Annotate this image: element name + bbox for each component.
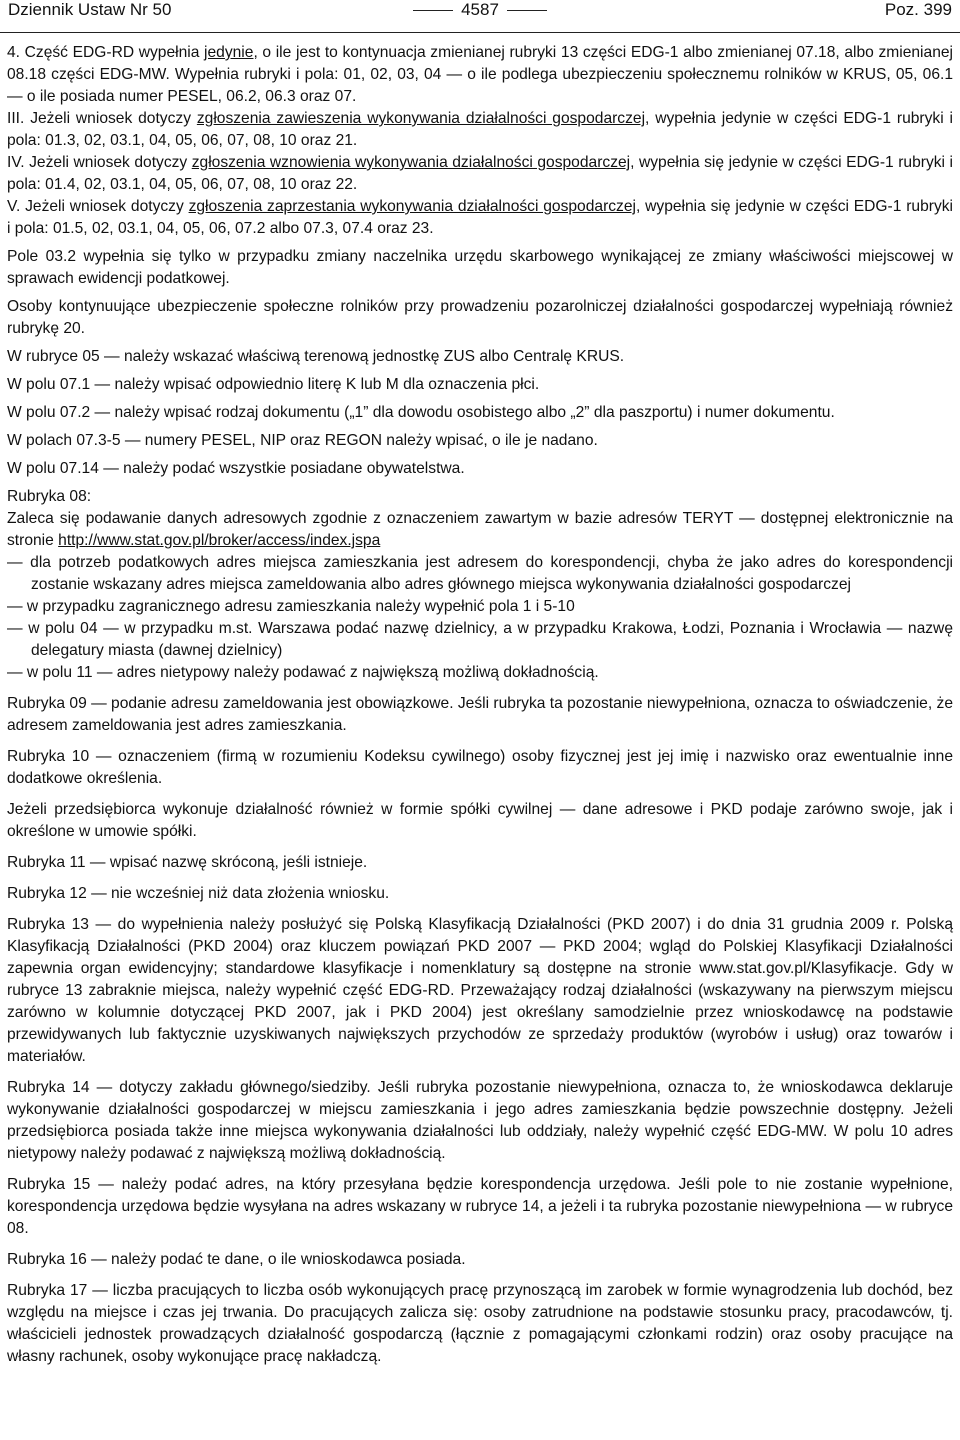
paragraph-krus: Osoby kontynuujące ubezpieczenie społeczne rolników przy prowadzeniu pozarolniczej działalności gospodarczej wypełniają również rubrykę 20. <box>7 298 953 337</box>
paragraph-part-4 <box>7 42 953 108</box>
paragraph-pole-07-1: W polu 07.1 — należy wpisać odpowiednio literę K lub M dla oznaczenia płci. <box>7 376 540 393</box>
page-number: 4587 <box>461 0 499 19</box>
dash-left <box>413 10 453 11</box>
underlined-text: zgłoszenia zawieszenia wykonywania działalności gospodarczej <box>196 110 646 127</box>
rubryka-09: Rubryka 09 — podanie adresu zameldowania jest obowiązkowe. Jeśli rubryka ta pozostanie niewypełniona, oznacza to oświadczenie, że adresem zameldowania jest adres zamieszkania. <box>7 695 953 734</box>
text: , wypełnia się jedynie w części EDG-1 rubryki i pola: 01.5, 02, 03.1, 04, 05, 06, 07.2 albo 07.3, 07.4 oraz 23. <box>7 198 953 237</box>
text: , wypełnia się jedynie w części EDG-1 rubryki i pola: 01.4, 02, 03.1, 04, 05, 06, 07, 08, 10 oraz 22. <box>7 154 953 193</box>
paragraph-pole-07-2: W polu 07.2 — należy wpisać rodzaj dokumentu („1” dla dowodu osobistego albo „2” dla paszportu) i numer dokumentu. <box>7 404 835 421</box>
text: 4. Część EDG-RD wypełnia <box>7 44 205 61</box>
text: , wypełnia jedynie w części EDG-1 rubryki i pola: 01.3, 02, 03.1, 04, 05, 06, 07, 08, 10 oraz 21. <box>7 110 954 149</box>
text: III. Jeżeli wniosek dotyczy <box>7 110 197 127</box>
rubryka-16: Rubryka 16 — należy podać te dane, o ile wnioskodawca posiada. <box>7 1251 466 1268</box>
paragraph-rubryka-05: W rubryce 05 — należy wskazać właściwą terenową jednostkę ZUS albo Centralę KRUS. <box>7 348 625 365</box>
document-body <box>7 42 953 1368</box>
rubryka-08-bullet-2: — w przypadku zagranicznego adresu zamieszkania należy wypełnić pola 1 i 5-10 <box>7 598 575 615</box>
dash-right <box>507 10 547 11</box>
paragraph-IV <box>7 152 953 196</box>
rubryka-08-bullet-1: — dla potrzeb podatkowych adres miejsca zamieszkania jest adresem do korespondencji, chyba że jako adres do korespondencji zostanie wskazany adres miejsca zameldowania albo adres głównego miejsca wykonywania działalności gospodarczej <box>7 554 953 593</box>
paragraph-pole-07-14: W polu 07.14 — należy podać wszystkie posiadane obywatelstwa. <box>7 460 465 477</box>
paragraph-pole-03-2: Pole 03.2 wypełnia się tylko w przypadku zmiany naczelnika urzędu skarbowego wynikającej ze zmiany właściwości miejscowej w sprawach ewidencji podatkowej. <box>7 248 953 287</box>
rubryka-15: Rubryka 15 — należy podać adres, na który przesyłana będzie korespondencja urzędowa. Jeśli pole to nie zostanie wypełnione, korespondencja urzędowa będzie wysyłana na adres wskazany w rubryce 14, a jeżeli i ta rubryka pozostanie niewypełniona — w rubryce 08. <box>7 1176 953 1237</box>
text: IV. Jeżeli wniosek dotyczy <box>7 154 192 171</box>
paragraph-V <box>7 196 953 240</box>
text: Zaleca się podawanie danych adresowych zgodnie z oznaczeniem zawartym w bazie adresów TERYT — dostępnej elektronicznie na stronie <box>7 510 953 549</box>
rubryka-14: Rubryka 14 — dotyczy zakładu głównego/siedziby. Jeśli rubryka pozostanie niewypełniona, oznacza to, że wnioskodawca deklaruje wykonywanie działalności gospodarczej w miejscu zamieszkania i jego adres zamieszkania będzie powszechnie dostępny. Jeżeli przedsiębiorca posiada także inne miejsca wykonywania działalności lub oddziały, należy wypełnić część EDG-MW. W polu 10 adres nietypowy należy podawać z największą możliwą dokładnością. <box>7 1079 953 1162</box>
rubryka-08-title: Rubryka 08: <box>7 488 92 505</box>
paragraph-pole-07-3-5: W polach 07.3-5 — numery PESEL, NIP oraz REGON należy wpisać, o ile je nadano. <box>7 432 598 449</box>
text: , o ile jest to kontynuacja zmienianej rubryki 13 części EDG-1 albo zmienianej 07.18, albo zmienianej 08.18 części EDG-MW. Wypełnia rubryki i pola: 01, 02, 03, 04 — o ile podlega ubezpieczeniu społecznemu rolników w KRUS, 05, 06.1 — o ile posiada numer PESEL, 06.2, 06.3 oraz 07. <box>7 44 954 105</box>
paragraph-III <box>7 108 953 152</box>
underlined-text: jedynie <box>204 44 254 61</box>
rubryka-17: Rubryka 17 — liczba pracujących to liczba osób wykonujących pracę przynoszącą im zarobek w formie wynagrodzenia lub dochód, bez względu na miejsce i czas jej trwania. Do pracujących zalicza się: osoby zatrudnione na podstawie stosunku pracy, pracodawców, tj. właścicieli jednostek prowadzących działalność gospodarczą (łącznie z pomagającymi członkami rodzin) oraz osoby pracujące na własny rachunek, osoby wykonujące pracę nakładczą. <box>7 1282 953 1365</box>
text: V. Jeżeli wniosek dotyczy <box>7 198 189 215</box>
underlined-text: zgłoszenia zaprzestania wykonywania działalności gospodarczej <box>188 198 636 215</box>
page-header <box>0 0 960 33</box>
rubryka-12: Rubryka 12 — nie wcześniej niż data złożenia wniosku. <box>7 885 390 902</box>
rubryka-10-spolka: Jeżeli przedsiębiorca wykonuje działalność również w formie spółki cywilnej — dane adresowe i PKD podaje zarówno swoje, jak i określone w umowie spółki. <box>7 801 953 840</box>
rubryka-11: Rubryka 11 — wpisać nazwę skróconą, jeśli istnieje. <box>7 854 368 871</box>
rubryka-08-text <box>7 508 953 552</box>
rubryka-10: Rubryka 10 — oznaczeniem (firmą w rozumieniu Kodeksu cywilnego) osoby fizycznej jest jej imię i nazwisko oraz ewentualnie inne dodatkowe określenia. <box>7 748 953 787</box>
rubryka-13: Rubryka 13 — do wypełnienia należy posłużyć się Polską Klasyfikacją Działalności (PKD 2007) i do dnia 31 grudnia 2009 r. Polską Klasyfikacją Działalności (PKD 2004) oraz kluczem powiązań PKD 2007 — PKD 2004; wgląd do Polskiej Klasyfikacji Działalności zapewnia organ ewidencyjny; standardowe klasyfikacje i nomenklatury są dostępne na stronie www.stat.gov.pl/Klasyfikacje. Gdy w rubryce 13 zabraknie miejsca, należy wypełnić część EDG-RD. Przeważający rodzaj działalności (wskazywany na pierwszym miejscu zarówno w kolumnie dotyczącej PKD 2007, jak i PKD 2004) jest określany samodzielnie przez wnioskodawcę na podstawie przewidywanych lub faktycznie uzyskiwanych największych przychodów ze sprzedaży produktów (wyrobów i usług) oraz towarów i materiałów. <box>7 916 953 1065</box>
underlined-text: zgłoszenia wznowienia wykonywania działalności gospodarczej <box>191 154 631 171</box>
teryt-link[interactable]: http://www.stat.gov.pl/broker/access/index.jspa <box>58 532 381 549</box>
rubryka-08-bullet-4: — w polu 11 — adres nietypowy należy podawać z największą możliwą dokładnością. <box>7 664 599 681</box>
page-number-wrap <box>0 0 960 20</box>
position-number: Poz. 399 <box>884 0 952 19</box>
journal-title: Dziennik Ustaw Nr 50 <box>8 0 172 19</box>
rubryka-08-bullet-3: — w polu 04 — w przypadku m.st. Warszawa podać nazwę dzielnicy, a w przypadku Krakowa, Łodzi, Poznania i Wrocławia — nazwę delegatury miasta (dawnej dzielnicy) <box>7 620 953 659</box>
